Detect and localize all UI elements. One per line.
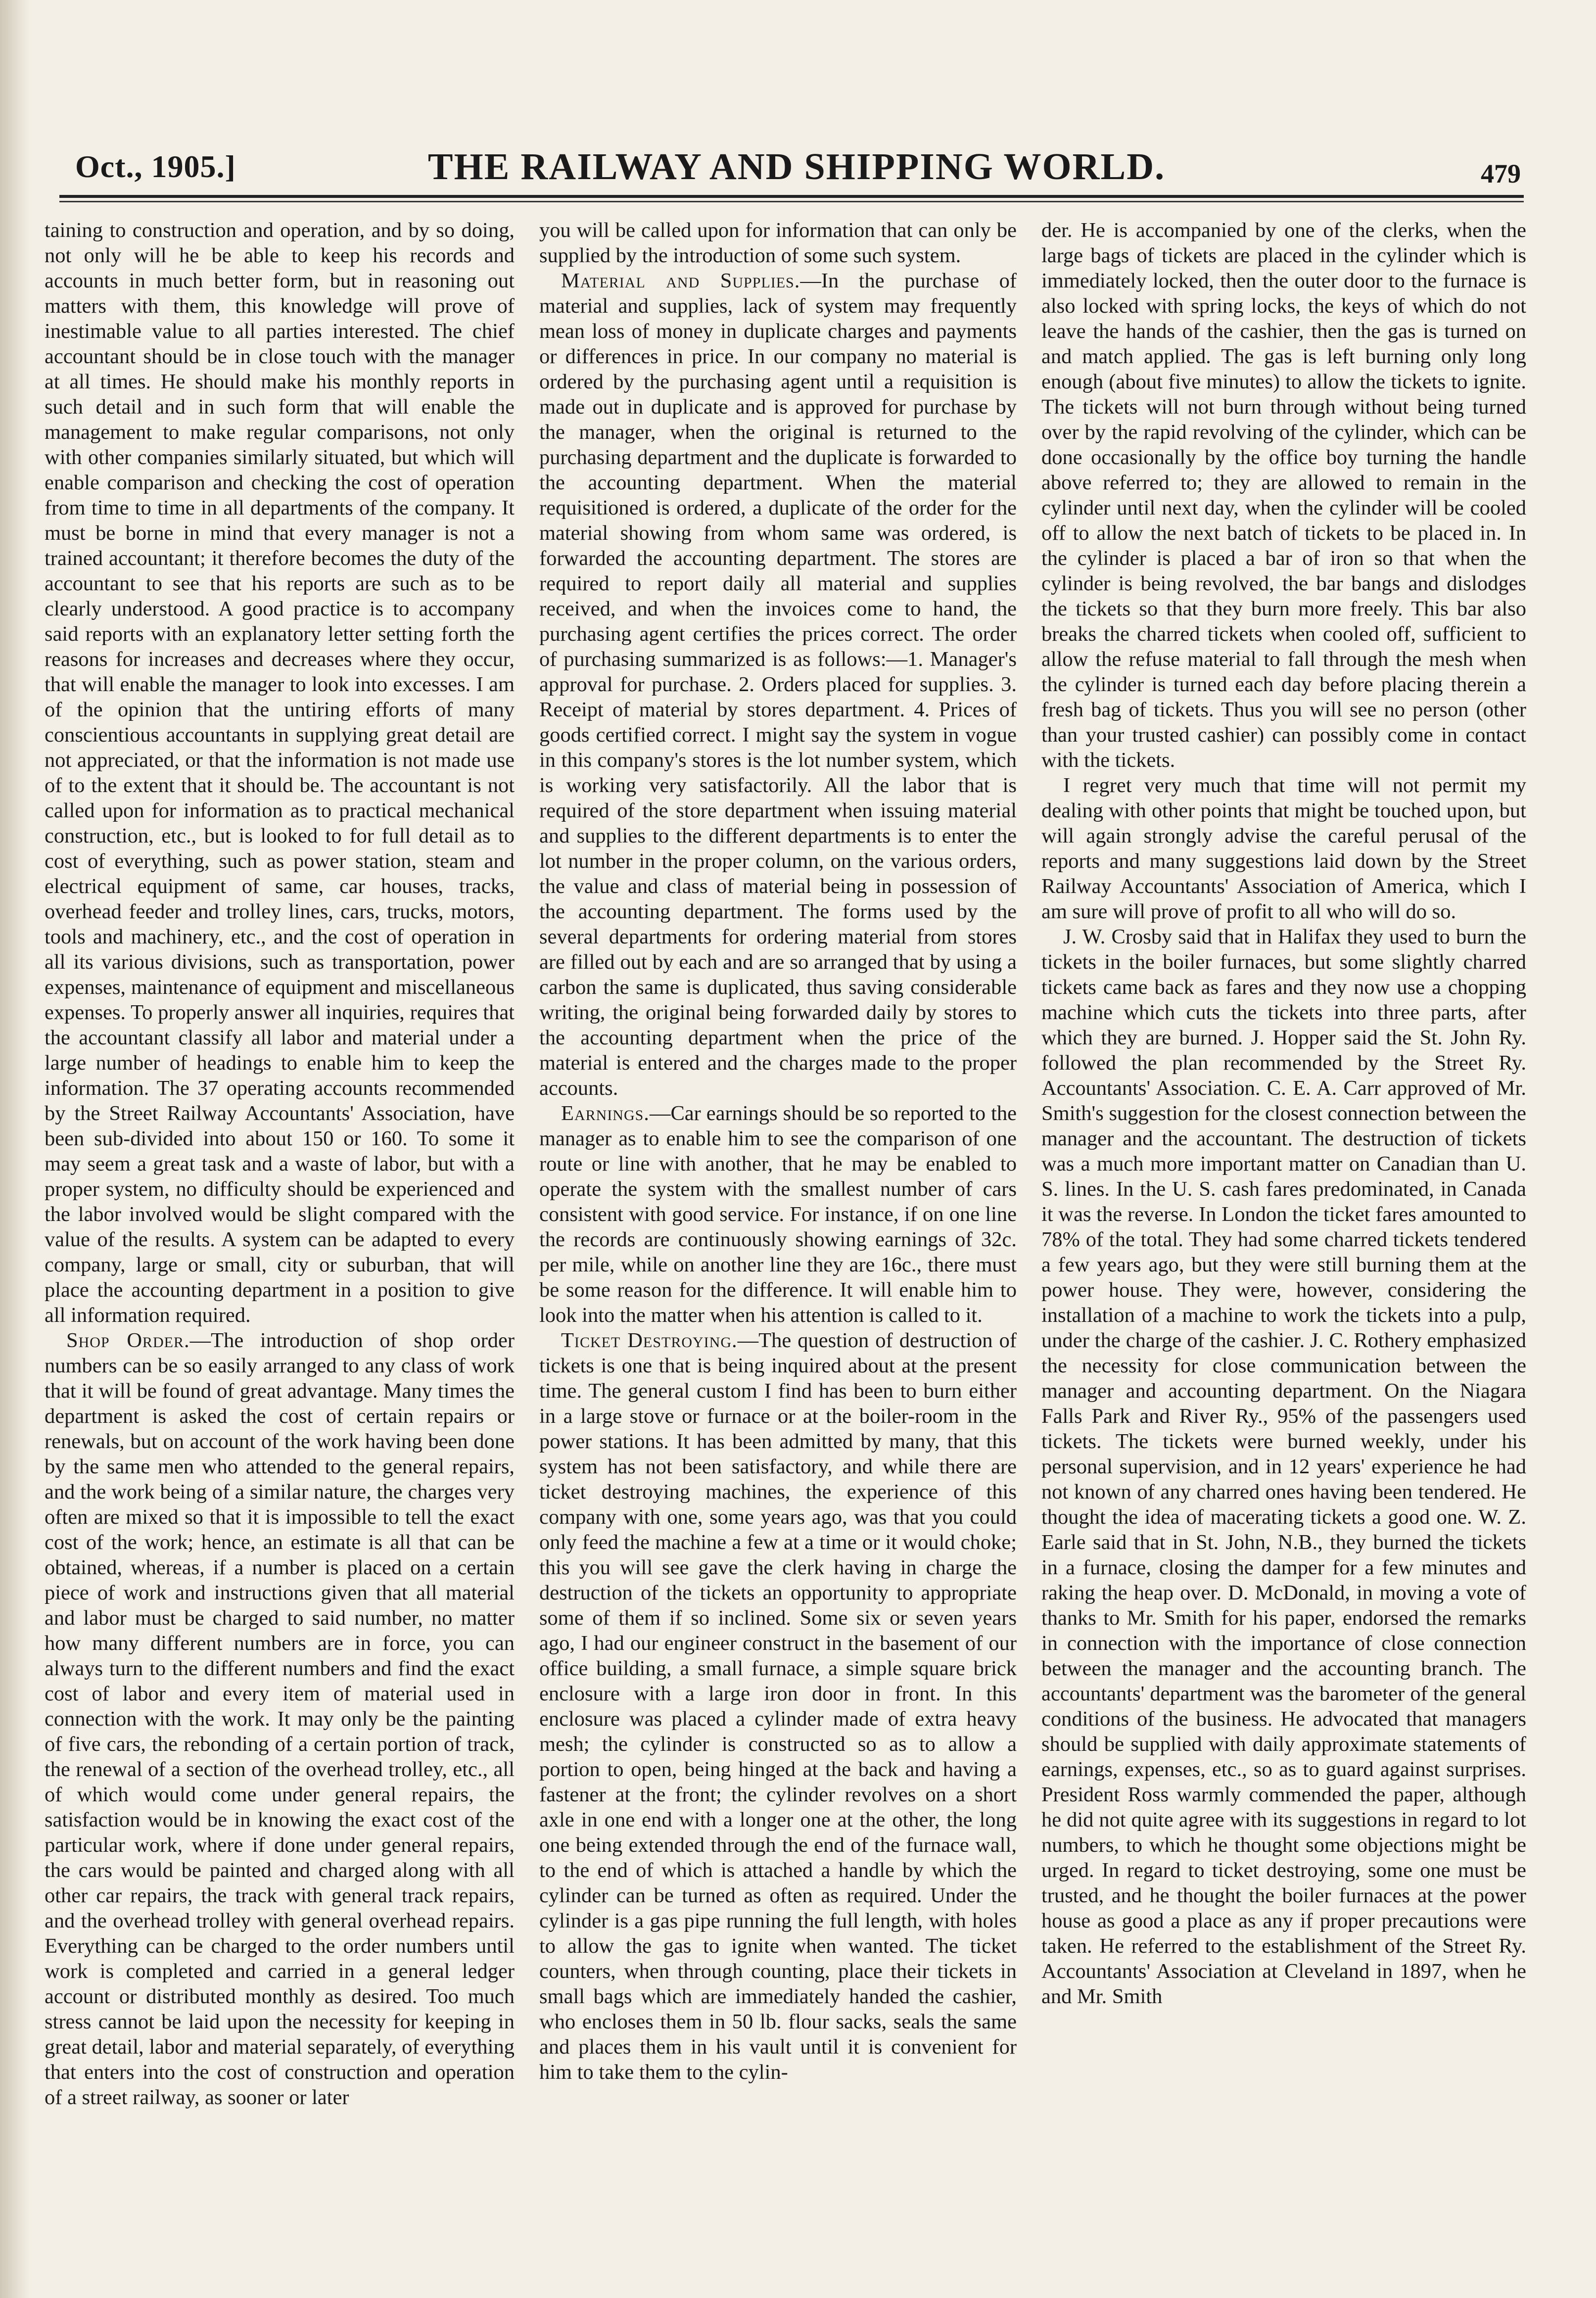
paragraph-text: —Car earnings should be so reported to the manager as to enable him to see the comparison of one route or line with another, that he may be enabled to operate the system with the smallest number of cars consistent with good service. For instance, if on one line the records are continuously showing earnings of 32c. per mile, while on another line they are 16c., there must be some reason for the difference. It will enable him to look into the matter when his attention is called to it. <box>539 1102 1017 1327</box>
paragraph: der. He is accompanied by one of the clerks, when the large bags of tickets are placed in the cylinder which is immediately locked, then the outer door to the furnace is also locked with spring locks, the keys of which do not leave the hands of the cashier, then the gas is turned on and match applied. The gas is left burning only long enough (about five minutes) to allow the tickets to ignite. The tickets will not burn through without being turned over by the rapid revolving of the cylinder, which can be done occasionally by the office boy turning the handle above referred to; they are allowed to remain in the cylinder until next day, when the cylinder will be cooled off to allow the next batch of tickets to be placed in. In the cylinder is placed a bar of iron so that when the cylinder is being revolved, the bar bangs and dislodges the tickets so that they burn more freely. This bar also breaks the charred tickets when cooled off, sufficient to allow the refuse material to fall through the mesh when the cylinder is turned each day before placing therein a fresh bag of tickets. Thus you will see no person (other than your trusted cashier) can possibly come in contact with the tickets. <box>1041 219 1526 772</box>
page-header <box>69 143 1524 193</box>
paragraph <box>539 268 1017 1101</box>
paragraph <box>539 1328 1017 2085</box>
paragraph <box>45 1328 515 2110</box>
publication-title: THE RAILWAY AND SHIPPING WORLD. <box>427 146 1166 188</box>
paragraph: you will be called upon for information that can only be supplied by the introduction of some such system. <box>539 219 1017 267</box>
paragraph: J. W. Crosby said that in Halifax they used to burn the tickets in the boiler furnaces, but some slightly charred tickets came back as fares and they now use a chopping machine which cuts the tickets into three parts, after which they are burned. J. Hopper said the St. John Ry. followed the plan recommended by the Street Ry. Accountants' Association. C. E. A. Carr approved of Mr. Smith's suggestion for the closest connection between the manager and the accountant. The destruction of tickets was a much more important matter on Canadian than U. S. lines. In the U. S. cash fares predominated, in Canada it was the reverse. In London the ticket fares amounted to 78% of the total. They had some charred tickets tendered a few years ago, but they were still burning them at the power house. They were, however, considering the installation of a machine to work the tickets into a pulp, under the charge of the cashier. J. C. Rothery emphasized the necessity for close communication between the manager and accounting department. On the Niagara Falls Park and River Ry., 95% of the passengers used tickets. The tickets were burned weekly, under his personal supervision, and in 12 years' experience he had not known of any charred ones having been tendered. He thought the idea of macerating tickets a good one. W. Z. Earle said that in St. John, N.B., they burned the tickets in a furnace, closing the damper for a few minutes and raking the heap over. D. McDonald, in moving a vote of thanks to Mr. Smith for his paper, endorsed the remarks in connection with the importance of close connection between the manager and the accounting branch. The accountants' department was the barometer of the general conditions of the business. He advocated that managers should be supplied with daily approximate statements of earnings, expenses, etc., so as to guard against surprises. President Ross warmly commended the paper, although he did not quite agree with its suggestions in regard to lot numbers, to which he thought some objections might be urged. In regard to ticket destroying, some one must be trusted, and he thought the boiler furnaces at the power house as good a place as any if proper precautions were taken. He referred to the establishment of the Street Ry. Accountants' Association at Cleveland in 1897, when he and Mr. Smith <box>1041 925 1526 2008</box>
header-rule-thick <box>59 195 1524 198</box>
section-heading: Earnings. <box>561 1102 650 1125</box>
column-1 <box>45 218 515 2281</box>
paragraph-text: —In the purchase of material and supplies, lack of system may frequently mean loss of money in duplicate charges and payments or differences in price. In our company no material is ordered by the purchasing agent until a requisition is made out in duplicate and is approved for purchase by the manager, when the original is returned to the purchasing department and the duplicate is forwarded to the accounting department. When the material requisitioned is ordered, a duplicate of the order for the material showing from whom same was ordered, is forwarded the accounting department. The stores are required to report daily all material and supplies received, and when the invoices come to hand, the purchasing agent certifies the prices correct. The order of purchasing summarized is as follows:—1. Manager's approval for purchase. 2. Orders placed for supplies. 3. Receipt of material by stores department. 4. Prices of goods certified correct. I might say the system in vogue in this company's stores is the lot number system, which is working very satisfactorily. All the labor that is required of the store department when issuing material and supplies to the different departments is to enter the lot number in the proper column, on the various orders, the value and class of material being in possession of the accounting department. The forms used by the several departments for ordering material from stores are filled out by each and are so arranged that by using a carbon the same is duplicated, thus saving considerable writing, the original being forwarded daily by stores to the accounting department when the price of the material is entered and the charges made to the proper accounts. <box>539 269 1017 1100</box>
section-heading: Ticket Destroying. <box>561 1329 738 1352</box>
header-rule-thin <box>59 201 1524 202</box>
page-binding-edge <box>0 0 30 2298</box>
section-heading: Material and Supplies. <box>561 269 800 292</box>
paragraph: I regret very much that time will not permit my dealing with other points that might be touched upon, but will again strongly advise the careful perusal of the reports and many suggestions laid down by the Street Railway Accountants' Association of America, which I am sure will prove of profit to all who will do so. <box>1041 774 1526 923</box>
issue-date: Oct., 1905.] <box>75 149 236 184</box>
section-heading: Shop Order. <box>66 1329 190 1352</box>
paragraph-text: —The introduction of shop order numbers can be so easily arranged to any class of work that it will be found of great advantage. Many times the department is asked the cost of certain repairs or renewals, but on account of the work having been done by the same men who attended to the general repairs, and the work being of a similar nature, the charges very often are mixed so that it is impossible to tell the exact cost of the work; hence, an estimate is all that can be obtained, whereas, if a number is placed on a certain piece of work and instructions given that all material and labor must be charged to said number, no matter how many different numbers are in force, you can always turn to the different numbers and find the exact cost of labor and every item of material used in connection with the work. It may only be the painting of five cars, the rebonding of a certain portion of track, the renewal of a section of the overhead trolley, etc., all of which would come under general repairs, the satisfaction would be in knowing the exact cost of the particular work, where if done under general repairs, the cars would be painted and charged along with all other car repairs, the track with general track repairs, and the overhead trolley with general overhead repairs. Everything can be charged to the order numbers until work is completed and carried in a general ledger account or distributed monthly as desired. Too much stress cannot be laid upon the necessity for keeping in great detail, labor and material separately, of everything that enters into the cost of construction and operation of a street railway, as sooner or later <box>45 1329 515 2109</box>
paragraph <box>539 1101 1017 1328</box>
paragraph: taining to construction and operation, and by so doing, not only will he be able to keep his records and accounts in much better form, but in reasoning out matters with them, this knowledge will prove of inestimable value to all parties interested. The chief accountant should be in close touch with the manager at all times. He should make his monthly reports in such detail and in such form that will enable the management to make regular comparisons, not only with other companies similarly situated, but which will enable comparison and checking the cost of operation from time to time in all departments of the company. It must be borne in mind that every manager is not a trained accountant; it therefore becomes the duty of the accountant to see that his reports are such as to be clearly understood. A good practice is to accompany said reports with an explanatory letter setting forth the reasons for increases and decreases where they occur, that will enable the manager to look into excesses. I am of the opinion that the untiring efforts of many conscientious accountants in supplying great detail are not appreciated, or that the information is not made use of to the extent that it should be. The accountant is not called upon for information as to practical mechanical construction, etc., but is looked to for full detail as to cost of everything, such as power station, steam and electrical equipment of same, car houses, tracks, overhead feeder and trolley lines, cars, trucks, motors, tools and machinery, etc., and the cost of operation in all its various divisions, such as transportation, power expenses, maintenance of equipment and miscellaneous expenses. To properly answer all inquiries, requires that the accountant classify all labor and material under a large number of headings to enable him to keep the information. The 37 operating accounts recommended by the Street Railway Accountants' Association, have been sub-divided into about 150 or 160. To some it may seem a great task and a waste of labor, but with a proper system, no difficulty should be experienced and the labor involved would be slight compared with the value of the results. A system can be adapted to every company, large or small, city or suburban, that will place the accounting department in a position to give all information required. <box>45 219 515 1327</box>
column-2 <box>539 218 1017 2281</box>
page-number: 479 <box>1481 159 1521 188</box>
column-3 <box>1041 218 1526 2281</box>
paragraph-text: —The question of destruction of tickets is one that is being inquired about at the present time. The general custom I find has been to burn either in a large stove or furnace or at the boiler-room in the power stations. It has been admitted by many, that this system has not been satisfactory, and while there are ticket destroying machines, the experience of this company with one, some years ago, was that you could only feed the machine a few at a time or it would choke; this you will see gave the clerk having in charge the destruction of the tickets an opportunity to appropriate some of them if so inclined. Some six or seven years ago, I had our engineer construct in the basement of our office building, a small furnace, a simple square brick enclosure with a large iron door in front. In this enclosure was placed a cylinder made of extra heavy mesh; the cylinder is constructed so as to allow a portion to open, being hinged at the back and having a fastener at the front; the cylinder revolves on a short axle in one end with a longer one at the other, the long one being extended through the end of the furnace wall, to the end of which is attached a handle by which the cylinder can be turned as often as required. Under the cylinder is a gas pipe running the full length, with holes to allow the gas to ignite when wanted. The ticket counters, when through counting, place their tickets in small bags which are immediately handed the cashier, who encloses them in 50 lb. flour sacks, seals the same and places them in his vault until it is convenient for him to take them to the cylin- <box>539 1329 1017 2084</box>
